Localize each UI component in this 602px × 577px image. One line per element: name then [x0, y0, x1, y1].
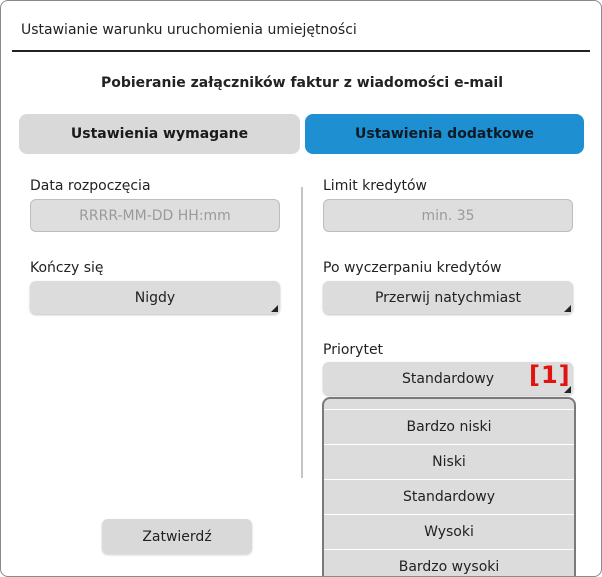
ends-label: Kończy się — [30, 260, 104, 276]
priority-option-low[interactable]: Niski — [324, 444, 574, 479]
priority-select[interactable]: Standardowy — [323, 362, 573, 395]
tab-additional-settings[interactable]: Ustawienia dodatkowe — [305, 114, 584, 154]
credit-limit-input[interactable]: min. 35 — [323, 199, 573, 232]
dialog-title: Ustawianie warunku uruchomienia umiejętności — [21, 22, 357, 38]
priority-option-standard[interactable]: Standardowy — [324, 479, 574, 514]
after-credit-label: Po wyczerpaniu kredytów — [323, 260, 502, 276]
priority-option-very-low[interactable]: Bardzo niski — [324, 409, 574, 444]
confirm-button[interactable]: Zatwierdź — [102, 519, 252, 554]
annotation-marker: [1] — [529, 361, 571, 389]
credit-limit-label: Limit kredytów — [323, 178, 428, 194]
priority-label: Priorytet — [323, 342, 384, 358]
start-date-label: Data rozpoczęcia — [30, 178, 151, 194]
start-date-input[interactable]: RRRR-MM-DD HH:mm — [30, 199, 280, 232]
priority-option-very-high[interactable]: Bardzo wysoki — [324, 549, 574, 577]
priority-dropdown-list — [322, 397, 576, 577]
tab-required-settings[interactable]: Ustawienia wymagane — [19, 114, 300, 154]
skill-name: Pobieranie załączników faktur z wiadomości e-mail — [100, 75, 504, 91]
after-credit-select[interactable]: Przerwij natychmiast — [323, 281, 573, 314]
title-divider — [12, 50, 590, 52]
priority-option-high[interactable]: Wysoki — [324, 514, 574, 549]
ends-select[interactable]: Nigdy — [30, 281, 280, 314]
column-divider — [301, 187, 303, 478]
